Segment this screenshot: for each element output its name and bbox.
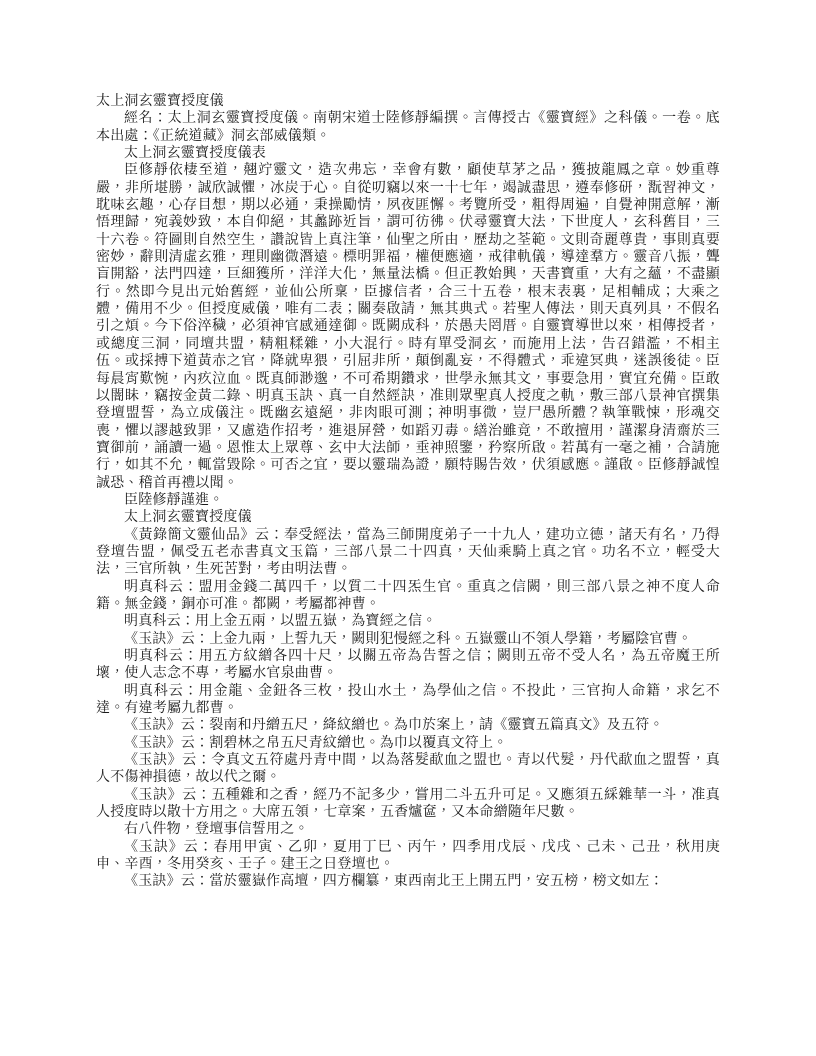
paragraph: 《玉訣》云：五種雜和之香，經乃不記多少，嘗用二斗五升可足。又應須五綵雜華一斗，准真人授度時以散十方用之。大席五領，七章案，五香爐奩，又本命繒隨年尺數。 — [96, 786, 720, 821]
paragraph: 《玉訣》云：裂南和丹繒五尺，絳紋繒也。為巾於案上，請《靈寶五篇真文》及五符。 — [124, 717, 664, 734]
paragraph: 明真科云：用金龍、金鈕各三枚，投山水土，為學仙之信。不投此，三官拘人命籍，求乞不達。有違考屬九都曹。 — [96, 682, 720, 717]
paragraph: 明真科云：用上金五兩，以盟五嶽，為寶經之信。 — [124, 613, 437, 630]
paragraph: 太上洞玄靈寶授度儀 — [124, 509, 252, 526]
paragraph: 《玉訣》云：割碧林之帛五尺青紋繒也。為巾以覆真文符上。 — [124, 734, 508, 751]
document-body — [96, 93, 720, 891]
paragraph: 《玉訣》云：當於靈嶽作高壇，四方欄簒，東西南北王上開五門，安五榜，榜文如左： — [124, 873, 664, 890]
paragraph: 臣陸修靜謹進。 — [124, 491, 224, 508]
paragraph: 《黃錄簡文靈仙品》云：奉受經法，當為三師開度弟子一十九人，建功立德，諸天有名，乃得登壇告盟，佩受五老赤書真文玉篇，三部八景二十四真，天仙乘騎上真之官。功名不立，輕受大法，三官所執，生死苦對，考由明法曹。 — [96, 526, 720, 578]
paragraph: 明真科云：盟用金錢二萬四千，以質二十四炁生官。重真之信闕，則三部八景之神不度人命籍。無金錢，銅亦可准。都闕，考屬都神曹。 — [96, 578, 720, 612]
paragraph: 經名：太上洞玄靈寶授度儀。南朝宋道士陸修靜編撰。言傳授古《靈寶經》之科儀。一卷。底本出處：《正統道藏》洞玄部威儀類。 — [96, 110, 720, 144]
paragraph: 《玉訣》云：上金九兩，上誓九天，闕則犯慢經之科。五嶽靈山不領人學籍，考屬陰官曹。 — [124, 630, 692, 647]
paragraph: 太上洞玄靈寶授度儀表 — [124, 145, 266, 162]
paragraph: 明真科云：用五方紋繒各四十尺，以關五帝為告誓之信；闕則五帝不受人名，為五帝魔王所壞，使人志念不專，考屬水官泉曲曹。 — [96, 648, 720, 682]
paragraph: 臣修靜依棲至道，翹竚靈文，造次弗忘，幸會有數，顧使草茅之品，獲披龍鳳之章。妙重尊嚴，非所堪勝，誠欣誠懼，冰炭于心。自從叨竊以來一十七年，竭誠盡思，遵奉修研，翫習神文，耽味玄趣，心存目想，期以必通，秉操勵情，夙夜匪懈。考覽所受，粗得周遍，自覺神開意解，漸悟理歸，宛義妙致，本自仰絕，其蠡跡近旨，謂可彷彿。伏尋靈寶大法，下世度人，玄科舊目，三十六卷。符圖則自然空生，讚說皆上真注筆，仙聖之所由，歷劫之荃範。文則奇麗尊貴，事則真要密妙，辭則清虛玄雅，理則幽微潛遠。標明罪福，權便應適，戒律軌儀，導達羣方。靈音八振，聾盲開豁，法門四達，巨細獲所，洋洋大化，無量法橋。但正教始興，天書寶重，大有之蘊，不盡顯行。然即今見出元始舊經，並仙公所稟，臣據信者，合三十五卷，根末表裏，足相輔成；大乘之體，備用不少。但授度威儀，唯有二表；關奏啟請，無其典式。若聖人傳法，則天真列具，不假名引之煩。今下俗淬穢，必須神官感通達御。既闕成科，於愚夫罔厝。自靈寶導世以來，相傳授者，或總度三洞，同壇共盟，精粗糅雜，小大混行。時有單受洞玄，而施用上法，告召錯濫，不相主伍。或採搏下道黃赤之官，降就卑猥，引屈非所，顛倒亂妄，不得體式，乖違冥典，迷誤後徒。臣每晨宵歎惋，內疚泣血。既真師渺邈，不可希期鑽求，世學永無其文，事要急用，實宜充備。臣敢以闇眛，竊按金黃二錄、明真玉訣、真一自然經訣，准則眾聖真人授度之軌，敷三部八景神官撰集登壇盟誓，為立成儀注。既幽玄遠絕，非肉眼可測；神明事微，豈尸愚所體？執筆戰悚，形魂交喪，懼以謬越致罪，又慮造作招考，進退屏營，如蹈刃毒。繕治雖竟，不敢擅用，謹潔身清齋於三寶御前，誦讀一過。恩惟太上眾尊、玄中大法師，垂神照鑒，矜察所啟。若萬有一毫之補，合請施行，如其不允，輒當毀除。可否之宜，要以靈瑞為證，願特賜告效，伏須感應。謹啟。臣修靜誠惶誠恐、稽首再禮以聞。 — [96, 162, 720, 491]
paragraph: 右八件物，登壇事信誓用之。 — [124, 821, 309, 838]
paragraph: 《玉訣》云：春用甲寅、乙卯，夏用丁巳、丙午，四季用戊辰、戊戌、己未、己丑，秋用庚申、辛酉，冬用癸亥、壬子。建王之日登壇也。 — [96, 838, 720, 873]
paragraph: 太上洞玄靈寶授度儀 — [96, 93, 224, 109]
paragraph: 《玉訣》云：令真文五符處丹青中間，以為落髮歃血之盟也。青以代髮，丹代歃血之盟誓，真人不傷神損德，故以代之爾。 — [96, 752, 720, 786]
